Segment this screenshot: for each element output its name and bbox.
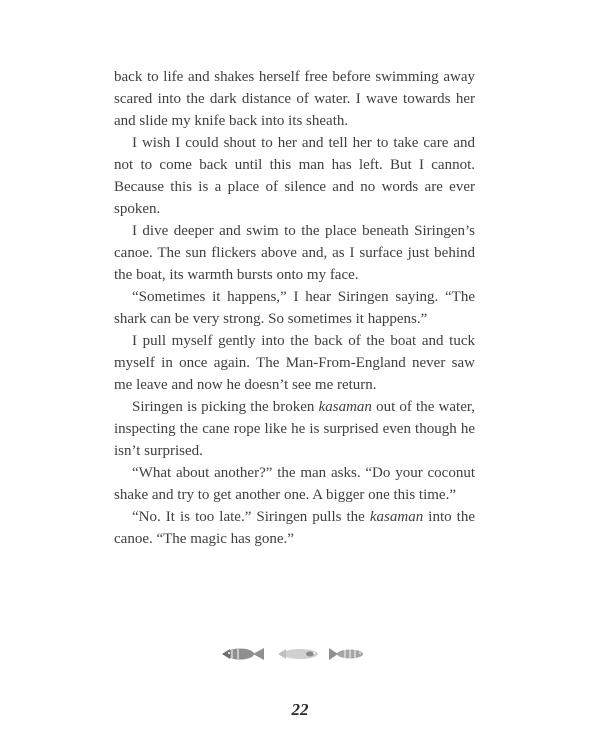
- paragraph: I wish I could shout to her and tell her to take care and not to come back until this man has left. But I cannot. Because this is a place of silence and no words are ever spoken.: [114, 135, 475, 217]
- paragraph: I dive deeper and swim to the place beneath Siringen’s canoe. The sun flickers above and, as I surface just behind the boat, its warmth bursts onto my face.: [114, 223, 475, 283]
- three-fish-ornament-icon: [222, 642, 372, 666]
- fish-icon: [222, 648, 264, 660]
- paragraph: back to life and shakes herself free before swimming away scared into the dark distance of water. I wave towards her and slide my knife back into its sheath.: [114, 69, 475, 129]
- paragraph: Siringen is picking the broken kasaman out of the water, inspecting the cane rope like he is surprised even though he isn’t surprised.: [114, 399, 475, 459]
- fish-icon: [278, 649, 318, 659]
- paragraph: I pull myself gently into the back of the boat and tuck myself in once again. The Man-From-England never saw me leave and now he doesn’t see me return.: [114, 333, 475, 393]
- paragraph: “What about another?” the man asks. “Do your coconut shake and try to get another one. A bigger one this time.”: [114, 465, 475, 503]
- paragraph: “No. It is too late.” Siringen pulls the kasaman into the canoe. “The magic has gone.”: [114, 509, 475, 547]
- page-number: 22: [291, 700, 309, 719]
- fish-icon: [329, 648, 363, 660]
- body-text: [114, 66, 475, 550]
- paragraph: “Sometimes it happens,” I hear Siringen saying. “The shark can be very strong. So sometimes it happens.”: [114, 289, 475, 327]
